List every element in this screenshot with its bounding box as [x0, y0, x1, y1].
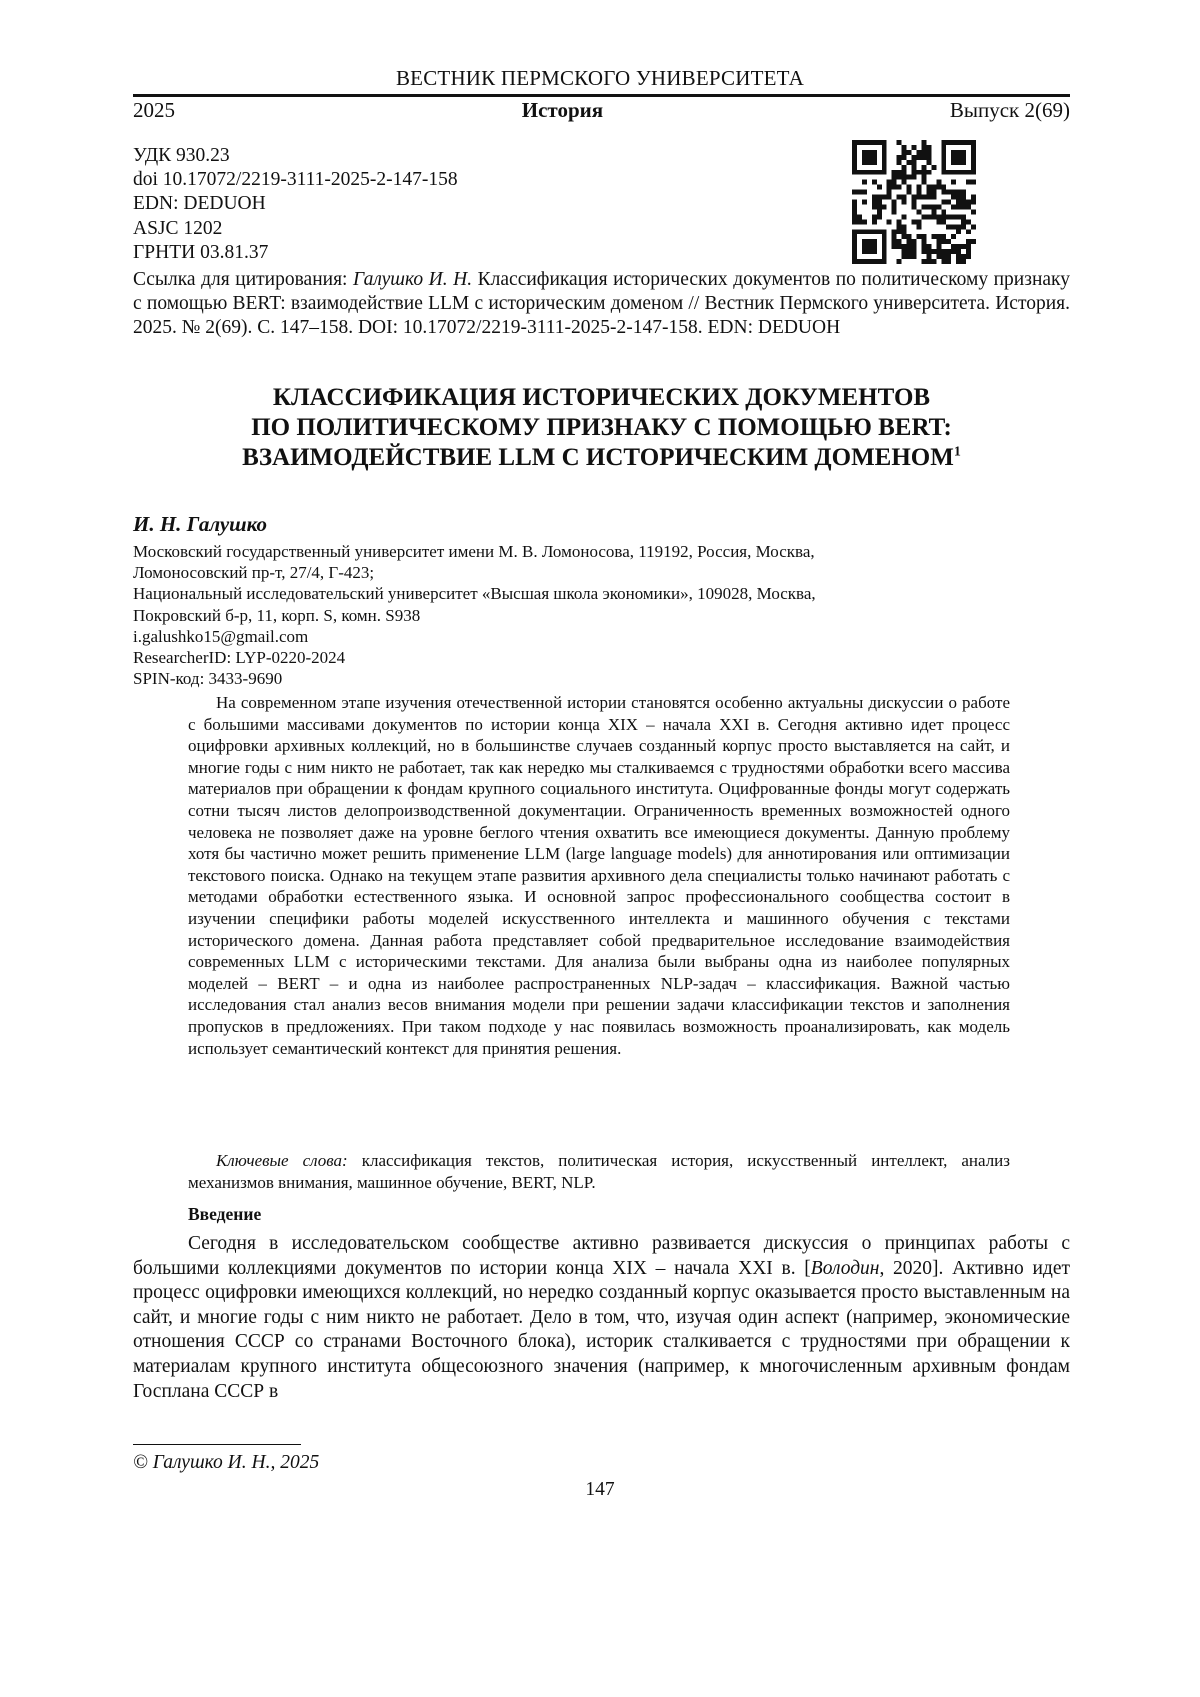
qr-module: [971, 180, 976, 185]
qr-module: [946, 214, 951, 219]
qr-module: [892, 209, 897, 214]
footnote-rule: [133, 1444, 301, 1445]
qr-module: [912, 175, 917, 180]
header-rule: [133, 94, 1070, 97]
qr-module: [852, 209, 857, 214]
qr-module: [887, 190, 892, 195]
footnote-mark: 1: [954, 445, 961, 460]
qr-module: [887, 185, 892, 190]
qr-module: [926, 244, 931, 249]
qr-module: [912, 155, 917, 160]
email: i.galushko15@gmail.com: [133, 626, 1033, 647]
qr-module: [882, 195, 887, 200]
qr-module: [902, 254, 907, 259]
qr-module: [912, 249, 917, 254]
qr-module: [941, 214, 946, 219]
qr-module: [852, 219, 857, 224]
qr-module: [912, 200, 917, 205]
qr-module: [931, 249, 936, 254]
qr-module: [961, 259, 966, 264]
qr-module: [902, 155, 907, 160]
qr-module: [931, 259, 936, 264]
qr-module: [857, 219, 862, 224]
qr-module: [956, 224, 961, 229]
qr-module: [902, 170, 907, 175]
qr-module: [941, 259, 946, 264]
qr-module: [926, 254, 931, 259]
qr-module: [946, 254, 951, 259]
qr-module: [921, 145, 926, 150]
qr-module: [926, 170, 931, 175]
author-name: И. Н. Галушко: [133, 512, 267, 536]
qr-module: [907, 190, 912, 195]
qr-module: [956, 214, 961, 219]
qr-module: [887, 180, 892, 185]
qr-module: [902, 224, 907, 229]
keywords: [188, 1150, 1010, 1193]
qr-module: [897, 229, 902, 234]
qr-module: [892, 234, 897, 239]
qr-module: [902, 145, 907, 150]
qr-module: [961, 195, 966, 200]
qr-module: [857, 214, 862, 219]
qr-module: [887, 195, 892, 200]
qr-module: [961, 244, 966, 249]
qr-module: [897, 195, 902, 200]
keywords-text: классификация текстов, политическая история, искусственный интеллект, анализ механизмов внимания, машинное обучение, BERT, NLP.: [188, 1151, 1010, 1192]
qr-module: [892, 175, 897, 180]
qr-module: [921, 175, 926, 180]
qr-module: [852, 190, 857, 195]
qr-module: [971, 239, 976, 244]
qr-finder: [862, 150, 877, 165]
qr-module: [926, 204, 931, 209]
qr-module: [872, 200, 877, 205]
qr-module: [897, 170, 902, 175]
qr-module: [951, 249, 956, 254]
qr-module: [926, 190, 931, 195]
qr-module: [946, 200, 951, 205]
qr-module: [912, 219, 917, 224]
qr-module: [916, 155, 921, 160]
article-metadata: [133, 144, 458, 265]
qr-module: [941, 185, 946, 190]
qr-module: [872, 195, 877, 200]
qr-module: [951, 244, 956, 249]
qr-module: [971, 195, 976, 200]
qr-module: [921, 195, 926, 200]
section-heading: Введение: [188, 1204, 261, 1225]
qr-module: [936, 234, 941, 239]
qr-module: [862, 200, 867, 205]
qr-module: [941, 254, 946, 259]
qr-module: [936, 214, 941, 219]
qr-module: [956, 200, 961, 205]
qr-module: [966, 239, 971, 244]
qr-module: [897, 224, 902, 229]
qr-module: [921, 155, 926, 160]
qr-module: [902, 200, 907, 205]
qr-module: [961, 254, 966, 259]
year: 2025: [133, 98, 175, 122]
abstract: На современном этапе изучения отечественной истории становятся особенно актуальны дискуссии о работе с большими массивами документов по истории конца XIX – начала XXI в. Сегодня активно идет процесс оцифровки архивных коллекций, но в большинстве случаев созданный корпус просто выставляется на сайт, и многие годы с ним никто не работает, так как нередко мы сталкиваемся с трудностями обработки всего массива материалов при обращении к фондам крупного социального института. Оцифрованные фонды могут содержать сотни тысяч листов делопроизводственной документации. Ограниченность временных возможностей одного человека не позволяет даже на уровне беглого чтения охватить все имеющиеся документы. Данную проблему хотя бы частично может решить применение LLM (large language models) для аннотирования или оптимизации текстового поиска. Однако на текущем этапе развития архивного дела специалисты только начинают работать с методами обработки естественного языка. И основной запрос профессионального сообщества состоит в изучении специфики работы моделей искусственного интеллекта и машинного обучения с текстами исторического домена. Данная работа представляет собой предварительное исследование взаимодействия современных LLM с историческими текстами. Для анализа были выбраны одна из наиболее популярных моделей – BERT – и одна из наиболее распространенных NLP-задач – классификация. Важной частью исследования стал анализ весов внимания модели при решении задачи классификации текстов и заполнения пропусков в предложениях. При таком подходе у нас появилась возможность проанализировать, как модель использует семантический контекст для принятия решения.: [188, 692, 1010, 1059]
qr-module: [857, 190, 862, 195]
qr-module: [892, 204, 897, 209]
qr-module: [951, 204, 956, 209]
qr-module: [941, 234, 946, 239]
qr-module: [907, 175, 912, 180]
qr-module: [921, 150, 926, 155]
qr-module: [946, 224, 951, 229]
qr-module: [912, 239, 917, 244]
section: История: [522, 98, 603, 122]
qr-module: [936, 180, 941, 185]
qr-module: [916, 150, 921, 155]
qr-module: [872, 204, 877, 209]
author-info: [133, 541, 1033, 689]
qr-module: [936, 219, 941, 224]
qr-module: [912, 195, 917, 200]
qr-module: [961, 200, 966, 205]
qr-module: [902, 175, 907, 180]
qr-module: [877, 200, 882, 205]
qr-module: [916, 209, 921, 214]
qr-module: [966, 219, 971, 224]
qr-module: [902, 249, 907, 254]
qr-module: [931, 234, 936, 239]
qr-module: [941, 209, 946, 214]
qr-module: [916, 224, 921, 229]
qr-module: [902, 214, 907, 219]
qr-module: [882, 204, 887, 209]
qr-module: [956, 249, 961, 254]
qr-module: [902, 229, 907, 234]
affiliation: Ломоносовский пр-т, 27/4, Г-423;: [133, 562, 1033, 583]
qr-module: [921, 165, 926, 170]
qr-module: [902, 195, 907, 200]
qr-module: [941, 219, 946, 224]
qr-code: [852, 140, 976, 264]
qr-module: [951, 180, 956, 185]
qr-module: [966, 200, 971, 205]
qr-module: [916, 195, 921, 200]
qr-module: [862, 219, 867, 224]
qr-module: [936, 244, 941, 249]
qr-module: [916, 185, 921, 190]
qr-module: [912, 145, 917, 150]
qr-module: [907, 160, 912, 165]
qr-module: [902, 180, 907, 185]
qr-module: [912, 165, 917, 170]
qr-module: [926, 214, 931, 219]
qr-module: [902, 234, 907, 239]
qr-module: [971, 209, 976, 214]
qr-module: [926, 160, 931, 165]
qr-module: [907, 150, 912, 155]
qr-module: [907, 249, 912, 254]
qr-module: [936, 254, 941, 259]
asjc: ASJC 1202: [133, 217, 458, 241]
qr-module: [936, 204, 941, 209]
qr-module: [931, 204, 936, 209]
qr-module: [852, 204, 857, 209]
running-header: [133, 98, 1070, 122]
keywords-label: Ключевые слова:: [216, 1151, 348, 1170]
qr-module: [892, 239, 897, 244]
qr-module: [931, 185, 936, 190]
qr-module: [897, 155, 902, 160]
qr-module: [872, 214, 877, 219]
qr-module: [907, 234, 912, 239]
qr-module: [956, 229, 961, 234]
qr-module: [907, 254, 912, 259]
qr-module: [936, 185, 941, 190]
qr-module: [907, 185, 912, 190]
reference-author: Володин: [811, 1258, 880, 1279]
qr-module: [936, 239, 941, 244]
qr-module: [912, 160, 917, 165]
qr-module: [941, 239, 946, 244]
doi: doi 10.17072/2219-3111-2025-2-147-158: [133, 168, 458, 192]
qr-module: [912, 254, 917, 259]
qr-module: [897, 259, 902, 264]
qr-module: [892, 180, 897, 185]
qr-module: [956, 195, 961, 200]
citation-text: Классификация исторических документов по политическому признаку с помощью BERT: взаимодействие LLM с историческим доменом // Вестник Пермского университета. История. 2025. № 2(69). С. 147–158. DOI: 10.17072/2219-3111-2025-2-147-158. EDN: DEDUOH: [133, 269, 1070, 338]
qr-module: [921, 170, 926, 175]
qr-module: [902, 165, 907, 170]
qr-finder: [951, 150, 966, 165]
body-text: Сегодня в исследовательском сообществе активно развивается дискуссия о принципах работы с большими коллекциями документов по истории конца XIX – начала XXI в. [: [133, 1233, 1070, 1279]
edn: EDN: DEDUOH: [133, 192, 458, 216]
qr-module: [916, 170, 921, 175]
qr-module: [966, 204, 971, 209]
qr-module: [872, 219, 877, 224]
qr-module: [907, 239, 912, 244]
qr-module: [892, 200, 897, 205]
qr-finder: [862, 239, 877, 254]
grnti: ГРНТИ 03.81.37: [133, 241, 458, 265]
title-line: ВЗАИМОДЕЙСТВИЕ LLM С ИСТОРИЧЕСКИМ ДОМЕНОМ: [242, 444, 954, 471]
qr-module: [912, 244, 917, 249]
qr-module: [872, 180, 877, 185]
page-number: 147: [0, 1478, 1200, 1501]
qr-module: [902, 150, 907, 155]
qr-module: [931, 214, 936, 219]
qr-module: [956, 259, 961, 264]
qr-module: [971, 224, 976, 229]
qr-module: [946, 259, 951, 264]
title-line: КЛАССИФИКАЦИЯ ИСТОРИЧЕСКИХ ДОКУМЕНТОВ: [133, 383, 1070, 413]
qr-module: [946, 239, 951, 244]
qr-module: [902, 244, 907, 249]
body-paragraph: [133, 1232, 1070, 1404]
title-line: ПО ПОЛИТИЧЕСКОМУ ПРИЗНАКУ С ПОМОЩЬЮ BERT:: [133, 413, 1070, 443]
qr-module: [931, 195, 936, 200]
qr-module: [852, 214, 857, 219]
qr-module: [951, 234, 956, 239]
qr-module: [956, 244, 961, 249]
qr-module: [926, 150, 931, 155]
qr-module: [921, 259, 926, 264]
qr-module: [931, 190, 936, 195]
qr-module: [956, 204, 961, 209]
qr-module: [877, 214, 882, 219]
qr-module: [926, 249, 931, 254]
qr-module: [961, 190, 966, 195]
qr-module: [951, 190, 956, 195]
qr-module: [892, 185, 897, 190]
qr-module: [921, 234, 926, 239]
qr-module: [946, 190, 951, 195]
qr-module: [966, 180, 971, 185]
qr-module: [961, 219, 966, 224]
qr-module: [931, 209, 936, 214]
journal-title: ВЕСТНИК ПЕРМСКОГО УНИВЕРСИТЕТА: [0, 66, 1200, 90]
qr-module: [916, 190, 921, 195]
qr-module: [877, 195, 882, 200]
qr-module: [921, 140, 926, 145]
qr-module: [961, 214, 966, 219]
qr-module: [912, 204, 917, 209]
qr-module: [897, 175, 902, 180]
affiliation: Московский государственный университет имени М. В. Ломоносова, 119192, Россия, Москва,: [133, 541, 1033, 562]
qr-module: [951, 224, 956, 229]
qr-module: [921, 244, 926, 249]
qr-module: [966, 229, 971, 234]
qr-module: [916, 234, 921, 239]
qr-module: [897, 140, 902, 145]
qr-module: [926, 145, 931, 150]
qr-module: [897, 219, 902, 224]
qr-module: [877, 209, 882, 214]
article-title: [133, 383, 1070, 473]
qr-module: [956, 190, 961, 195]
qr-module: [941, 190, 946, 195]
qr-module: [877, 185, 882, 190]
qr-module: [961, 224, 966, 229]
qr-module: [921, 204, 926, 209]
qr-module: [892, 229, 897, 234]
qr-module: [936, 249, 941, 254]
qr-module: [966, 244, 971, 249]
citation: [133, 268, 1070, 341]
spin-code: SPIN-код: 3433-9690: [133, 668, 1033, 689]
qr-module: [862, 180, 867, 185]
qr-module: [956, 254, 961, 259]
udk: УДК 930.23: [133, 144, 458, 168]
qr-module: [971, 200, 976, 205]
issue: Выпуск 2(69): [950, 98, 1070, 122]
qr-module: [941, 249, 946, 254]
body-text: , 2020]. Активно идет процесс оцифровки имеющихся коллекций, но нередко созданный корпус оказывается просто выставленным на сайт, и многие годы с ним никто не работает. Дело в том, что, изучая один аспект (например, экономические отношения СССР со странами Восточного блока), историк сталкивается с трудностями при обращении к материалам крупного института общесоюзного значения (например, к многочисленным архивным фондам Госплана СССР в: [133, 1258, 1070, 1402]
qr-module: [892, 244, 897, 249]
qr-module: [941, 200, 946, 205]
qr-module: [926, 259, 931, 264]
qr-module: [926, 155, 931, 160]
qr-module: [951, 214, 956, 219]
qr-module: [897, 244, 902, 249]
qr-module: [951, 195, 956, 200]
researcher-id: ResearcherID: LYP-0220-2024: [133, 647, 1033, 668]
qr-module: [862, 190, 867, 195]
qr-module: [907, 244, 912, 249]
qr-module: [966, 254, 971, 259]
affiliation: Национальный исследовательский университет «Высшая школа экономики», 109028, Москва,: [133, 583, 1033, 604]
qr-module: [926, 185, 931, 190]
qr-module: [916, 219, 921, 224]
qr-module: [931, 165, 936, 170]
qr-module: [897, 160, 902, 165]
affiliation: Покровский б-р, 11, корп. S, комн. S938: [133, 605, 1033, 626]
qr-module: [921, 239, 926, 244]
qr-module: [912, 170, 917, 175]
copyright: © Галушко И. Н., 2025: [133, 1451, 319, 1474]
qr-module: [892, 170, 897, 175]
qr-module: [887, 219, 892, 224]
citation-label: Ссылка для цитирования:: [133, 269, 353, 290]
qr-module: [921, 180, 926, 185]
qr-module: [961, 204, 966, 209]
qr-module: [897, 239, 902, 244]
qr-module: [966, 249, 971, 254]
qr-module: [946, 249, 951, 254]
qr-module: [921, 214, 926, 219]
qr-module: [926, 195, 931, 200]
citation-author: Галушко И. Н.: [353, 269, 472, 290]
qr-module: [852, 200, 857, 205]
qr-module: [897, 185, 902, 190]
qr-module: [921, 249, 926, 254]
qr-module: [877, 204, 882, 209]
